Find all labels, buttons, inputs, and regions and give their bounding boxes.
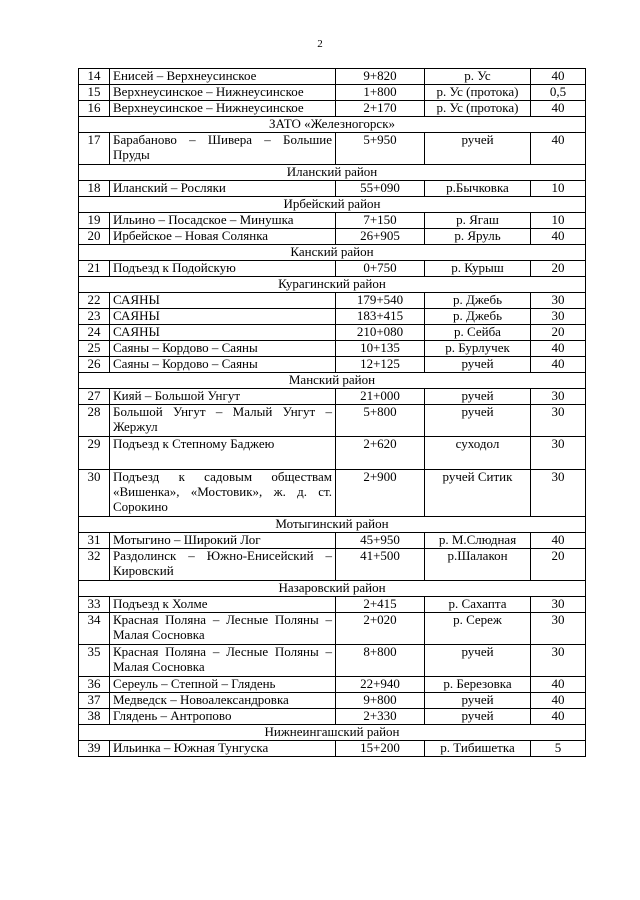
watercourse-name: р. Джебь (425, 293, 531, 309)
section-title: ЗАТО «Железногорск» (79, 117, 586, 133)
road-kilometer: 26+905 (336, 229, 425, 245)
watercourse-name: р. Сахапта (425, 597, 531, 613)
road-kilometer: 8+800 (336, 645, 425, 677)
bridge-length: 20 (531, 261, 586, 277)
row-number: 31 (79, 533, 110, 549)
bridge-length: 40 (531, 693, 586, 709)
row-number: 30 (79, 470, 110, 517)
table-row (79, 133, 586, 165)
road-kilometer: 10+135 (336, 341, 425, 357)
table-row (79, 181, 586, 197)
bridge-length: 10 (531, 213, 586, 229)
road-kilometer: 0+750 (336, 261, 425, 277)
road-kilometer: 9+800 (336, 693, 425, 709)
road-kilometer: 12+125 (336, 357, 425, 373)
section-title: Курагинский район (79, 277, 586, 293)
watercourse-name: р.Бычковка (425, 181, 531, 197)
row-number: 19 (79, 213, 110, 229)
section-header-row (79, 245, 586, 261)
road-kilometer: 9+820 (336, 69, 425, 85)
row-number: 29 (79, 437, 110, 470)
road-kilometer: 15+200 (336, 741, 425, 757)
road-kilometer: 210+080 (336, 325, 425, 341)
road-kilometer: 55+090 (336, 181, 425, 197)
bridge-length: 40 (531, 341, 586, 357)
road-name: Большой Унгут – Малый Унгут – Жержул (110, 405, 336, 437)
table-row (79, 341, 586, 357)
road-name: Барабаново – Шивера – Большие Пруды (110, 133, 336, 165)
row-number: 36 (79, 677, 110, 693)
table-row (79, 470, 586, 517)
watercourse-name: р. Сереж (425, 613, 531, 645)
section-header-row (79, 725, 586, 741)
section-title: Нижнеингашский район (79, 725, 586, 741)
road-name: Красная Поляна – Лесные Поляны – Малая Сосновка (110, 645, 336, 677)
roads-table (78, 68, 586, 757)
section-header-row (79, 165, 586, 181)
road-kilometer: 179+540 (336, 293, 425, 309)
road-name: Красная Поляна – Лесные Поляны – Малая Сосновка (110, 613, 336, 645)
road-name: Мотыгино – Широкий Лог (110, 533, 336, 549)
watercourse-name: р. Курыш (425, 261, 531, 277)
road-kilometer: 2+900 (336, 470, 425, 517)
bridge-length: 10 (531, 181, 586, 197)
watercourse-name: р. Березовка (425, 677, 531, 693)
bridge-length: 40 (531, 101, 586, 117)
watercourse-name: р. Яруль (425, 229, 531, 245)
watercourse-name: р. М.Слюдная (425, 533, 531, 549)
bridge-length: 30 (531, 437, 586, 470)
watercourse-name: р. Джебь (425, 309, 531, 325)
road-kilometer: 5+950 (336, 133, 425, 165)
section-title: Мотыгинский район (79, 517, 586, 533)
row-number: 39 (79, 741, 110, 757)
bridge-length: 30 (531, 293, 586, 309)
bridge-length: 20 (531, 549, 586, 581)
road-name: Кияй – Большой Унгут (110, 389, 336, 405)
table-row (79, 69, 586, 85)
row-number: 21 (79, 261, 110, 277)
section-header-row (79, 197, 586, 213)
table-row (79, 741, 586, 757)
table-row (79, 309, 586, 325)
road-name: САЯНЫ (110, 293, 336, 309)
watercourse-name: р. Ус (протока) (425, 101, 531, 117)
table-row (79, 325, 586, 341)
row-number: 24 (79, 325, 110, 341)
table-row (79, 101, 586, 117)
section-header-row (79, 581, 586, 597)
road-name: Подъезд к Степному Баджею (110, 437, 336, 470)
road-name: САЯНЫ (110, 309, 336, 325)
road-name: Ильинка – Южная Тунгуска (110, 741, 336, 757)
bridge-length: 5 (531, 741, 586, 757)
watercourse-name: ручей (425, 389, 531, 405)
table-row (79, 549, 586, 581)
section-header-row (79, 373, 586, 389)
row-number: 35 (79, 645, 110, 677)
road-name: Подъезд к садовым обществам «Вишенка», «Мостовик», ж. д. ст. Сорокино (110, 470, 336, 517)
watercourse-name: суходол (425, 437, 531, 470)
table-row (79, 613, 586, 645)
row-number: 38 (79, 709, 110, 725)
row-number: 17 (79, 133, 110, 165)
section-title: Ирбейский район (79, 197, 586, 213)
row-number: 28 (79, 405, 110, 437)
road-name: Саяны – Кордово – Саяны (110, 341, 336, 357)
bridge-length: 30 (531, 597, 586, 613)
road-kilometer: 7+150 (336, 213, 425, 229)
road-name: Иланский – Росляки (110, 181, 336, 197)
watercourse-name: ручей (425, 645, 531, 677)
page-number: 2 (317, 38, 323, 50)
road-kilometer: 22+940 (336, 677, 425, 693)
road-kilometer: 2+020 (336, 613, 425, 645)
section-title: Манский район (79, 373, 586, 389)
table-row (79, 437, 586, 470)
road-name: Подъезд к Подойскую (110, 261, 336, 277)
road-name: Медведск – Новоалександровка (110, 693, 336, 709)
bridge-length: 30 (531, 645, 586, 677)
row-number: 33 (79, 597, 110, 613)
row-number: 15 (79, 85, 110, 101)
road-kilometer: 41+500 (336, 549, 425, 581)
table-row (79, 645, 586, 677)
watercourse-name: р. Тибишетка (425, 741, 531, 757)
table-row (79, 85, 586, 101)
table-row (79, 229, 586, 245)
table-row (79, 293, 586, 309)
watercourse-name: ручей (425, 693, 531, 709)
table-row (79, 533, 586, 549)
row-number: 16 (79, 101, 110, 117)
row-number: 22 (79, 293, 110, 309)
bridge-length: 40 (531, 229, 586, 245)
road-kilometer: 2+330 (336, 709, 425, 725)
road-name: Ильино – Посадское – Минушка (110, 213, 336, 229)
row-number: 26 (79, 357, 110, 373)
watercourse-name: р. Бурлучек (425, 341, 531, 357)
bridge-length: 40 (531, 533, 586, 549)
road-name: Енисей – Верхнеусинское (110, 69, 336, 85)
road-name: САЯНЫ (110, 325, 336, 341)
table-row (79, 261, 586, 277)
road-name: Верхнеусинское – Нижнеусинское (110, 85, 336, 101)
table-row (79, 389, 586, 405)
road-name: Ирбейское – Новая Солянка (110, 229, 336, 245)
section-title: Иланский район (79, 165, 586, 181)
road-kilometer: 45+950 (336, 533, 425, 549)
section-header-row (79, 117, 586, 133)
row-number: 20 (79, 229, 110, 245)
road-kilometer: 1+800 (336, 85, 425, 101)
watercourse-name: ручей (425, 405, 531, 437)
row-number: 23 (79, 309, 110, 325)
section-header-row (79, 517, 586, 533)
row-number: 27 (79, 389, 110, 405)
table-row (79, 213, 586, 229)
table-row (79, 693, 586, 709)
road-name: Подъезд к Холме (110, 597, 336, 613)
bridge-length: 30 (531, 613, 586, 645)
bridge-length: 40 (531, 69, 586, 85)
row-number: 32 (79, 549, 110, 581)
watercourse-name: ручей Ситик (425, 470, 531, 517)
road-kilometer: 2+620 (336, 437, 425, 470)
row-number: 25 (79, 341, 110, 357)
road-kilometer: 2+415 (336, 597, 425, 613)
bridge-length: 40 (531, 357, 586, 373)
bridge-length: 0,5 (531, 85, 586, 101)
watercourse-name: р. Ягаш (425, 213, 531, 229)
watercourse-name: р. Сейба (425, 325, 531, 341)
row-number: 34 (79, 613, 110, 645)
road-kilometer: 5+800 (336, 405, 425, 437)
road-kilometer: 2+170 (336, 101, 425, 117)
bridge-length: 30 (531, 470, 586, 517)
bridge-length: 20 (531, 325, 586, 341)
row-number: 14 (79, 69, 110, 85)
table-row (79, 709, 586, 725)
road-name: Сереуль – Степной – Глядень (110, 677, 336, 693)
bridge-length: 40 (531, 133, 586, 165)
table-row (79, 597, 586, 613)
road-kilometer: 183+415 (336, 309, 425, 325)
watercourse-name: р. Ус (425, 69, 531, 85)
watercourse-name: ручей (425, 709, 531, 725)
watercourse-name: ручей (425, 357, 531, 373)
section-title: Назаровский район (79, 581, 586, 597)
bridge-length: 30 (531, 405, 586, 437)
section-header-row (79, 277, 586, 293)
table-row (79, 405, 586, 437)
road-kilometer: 21+000 (336, 389, 425, 405)
road-name: Верхнеусинское – Нижнеусинское (110, 101, 336, 117)
roads-table-body (79, 69, 586, 757)
bridge-length: 30 (531, 309, 586, 325)
watercourse-name: ручей (425, 133, 531, 165)
watercourse-name: р.Шалакон (425, 549, 531, 581)
bridge-length: 30 (531, 389, 586, 405)
bridge-length: 40 (531, 709, 586, 725)
row-number: 18 (79, 181, 110, 197)
road-name: Раздолинск – Южно-Енисейский – Кировский (110, 549, 336, 581)
bridge-length: 40 (531, 677, 586, 693)
row-number: 37 (79, 693, 110, 709)
road-name: Глядень – Антропово (110, 709, 336, 725)
section-title: Канский район (79, 245, 586, 261)
road-name: Саяны – Кордово – Саяны (110, 357, 336, 373)
table-row (79, 677, 586, 693)
table-row (79, 357, 586, 373)
watercourse-name: р. Ус (протока) (425, 85, 531, 101)
